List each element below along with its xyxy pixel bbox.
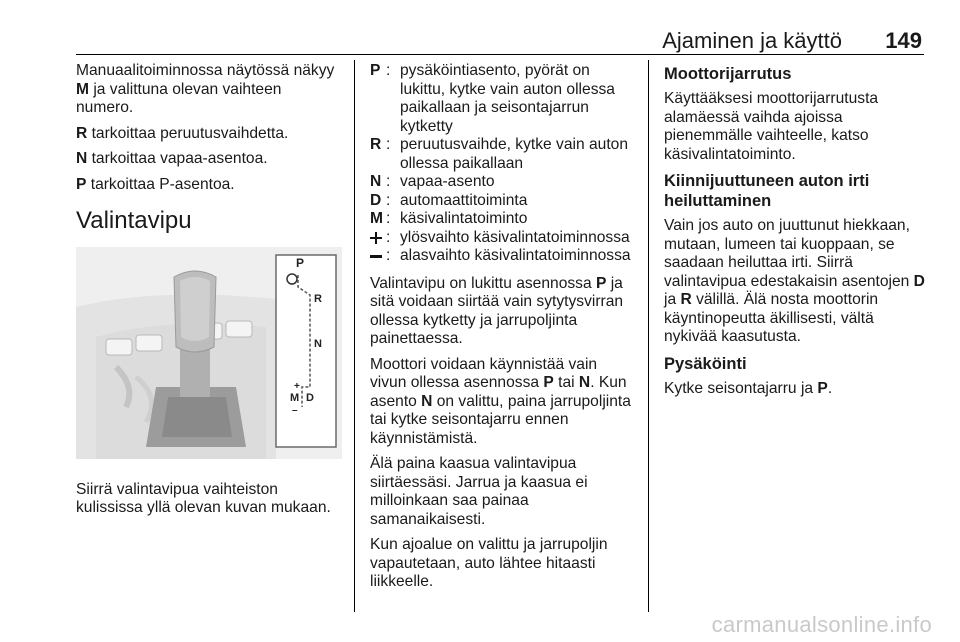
column-divider-1 <box>354 60 355 612</box>
figure-caption: Siirrä valintavipua vaihteiston kulississa yllä olevan kuvan mukaan. <box>76 480 331 516</box>
gate-label-m: M <box>290 391 300 404</box>
heading-rocking: Kiinnijuuttuneen auton irti heiluttaminen <box>664 172 870 210</box>
gate-label-n: N <box>314 337 322 350</box>
heading-pysakointi: Pysäköinti <box>664 354 747 373</box>
definition-r: R tarkoittaa peruutusvaihdetta. <box>76 124 289 142</box>
column-1 <box>76 62 342 525</box>
paragraph-parking: Kytke seisontajarru ja P. <box>664 379 833 397</box>
intro-paragraph: Manuaalitoiminnossa näytössä näkyy M ja valittuna olevan vaihteen numero. <box>76 62 335 116</box>
gate-label-minus: – <box>292 404 298 416</box>
legend-row-plus: : ylösvaihto käsivalintatoiminnossa <box>370 229 636 248</box>
legend-row-m: M : käsivalintatoiminto <box>370 210 528 227</box>
shifter-boot-inner <box>162 397 232 437</box>
definition-n: N tarkoittaa vapaa-asentoa. <box>76 150 268 167</box>
paragraph-engine-start: Moottori voidaan käynnistää vain vivun ollessa asennossa P tai N. Kun asento N on valittu, paina jarrupoljinta tai kytke seisontajarru ennen käynnistämistä. <box>370 355 631 447</box>
console-button-2 <box>136 335 162 351</box>
section-title-valintavipu: Valintavipu <box>76 207 192 234</box>
gate-label-p: P <box>296 255 305 270</box>
shifter-knob-highlight <box>180 277 210 341</box>
page-number: 149 <box>885 28 922 53</box>
watermark: carmanualsonline.info <box>711 612 932 637</box>
gear-selector-illustration <box>76 247 342 459</box>
definition-p: P tarkoittaa P-asentoa. <box>76 175 235 193</box>
legend-row-minus: : alasvaihto käsivalintatoiminnossa <box>370 247 636 266</box>
paragraph-no-throttle: Älä paina kaasua valintavipua siirtäessäsi. Jarrua ja kaasua ei milloinkaan saa painaa samanaikaisesti. <box>370 455 588 528</box>
paragraph-lever-lock: Valintavipu on lukittu asennossa P ja sitä voidaan siirtää vain sytytysvirran ollessa kytketty ja jarrupoljinta painettaessa. <box>370 274 624 347</box>
legend-row-d: D : automaattitoiminta <box>370 191 528 209</box>
minus-icon <box>370 250 382 262</box>
column-3 <box>664 62 928 405</box>
gate-label-plus: + <box>294 380 300 392</box>
heading-moottorijarrutus: Moottorijarrutus <box>664 65 792 83</box>
console-button-1 <box>106 339 132 355</box>
legend-row-r: R : peruutusvaihde, kytke vain auton ollessa paikallaan <box>370 136 628 172</box>
legend-row-n: N : vapaa-asento <box>370 173 495 190</box>
console-button-4 <box>226 321 252 337</box>
column-divider-2 <box>648 60 649 612</box>
plus-icon <box>370 232 382 244</box>
gate-label-d: D <box>306 391 314 404</box>
gear-position-legend <box>370 62 636 266</box>
header-rule <box>76 54 924 55</box>
header-title: Ajaminen ja käyttö <box>662 28 842 53</box>
gate-label-r: R <box>314 292 322 305</box>
legend-row-p: P : pysäköintiasento, pyörät on lukittu, kytke vain auton ollessa paikallaan ja seisontajarrun kytketty <box>370 62 615 135</box>
gate-panel <box>276 255 336 447</box>
paragraph-creep: Kun ajoalue on valittu ja jarrupoljin vapautetaan, auto lähtee hitaasti liikkeelle. <box>370 536 608 590</box>
gear-selector-drawing <box>76 247 342 459</box>
paragraph-engine-braking: Käyttääksesi moottorijarrutusta alamäessä vaihda ajoissa pienemmälle vaihteelle, katso käsivalintatoiminto. <box>664 90 879 163</box>
paragraph-rocking: Vain jos auto on juuttunut hiekkaan, mutaan, lumeen tai kuoppaan, se saadaan heiluttaa irti. Siirrä valintavipua edestakaisin asentojen D ja R välillä. Älä nosta moottorin käyntinopeutta äkillisesti, vältä nykivää kaasutusta. <box>664 217 925 345</box>
column-2 <box>370 62 636 599</box>
